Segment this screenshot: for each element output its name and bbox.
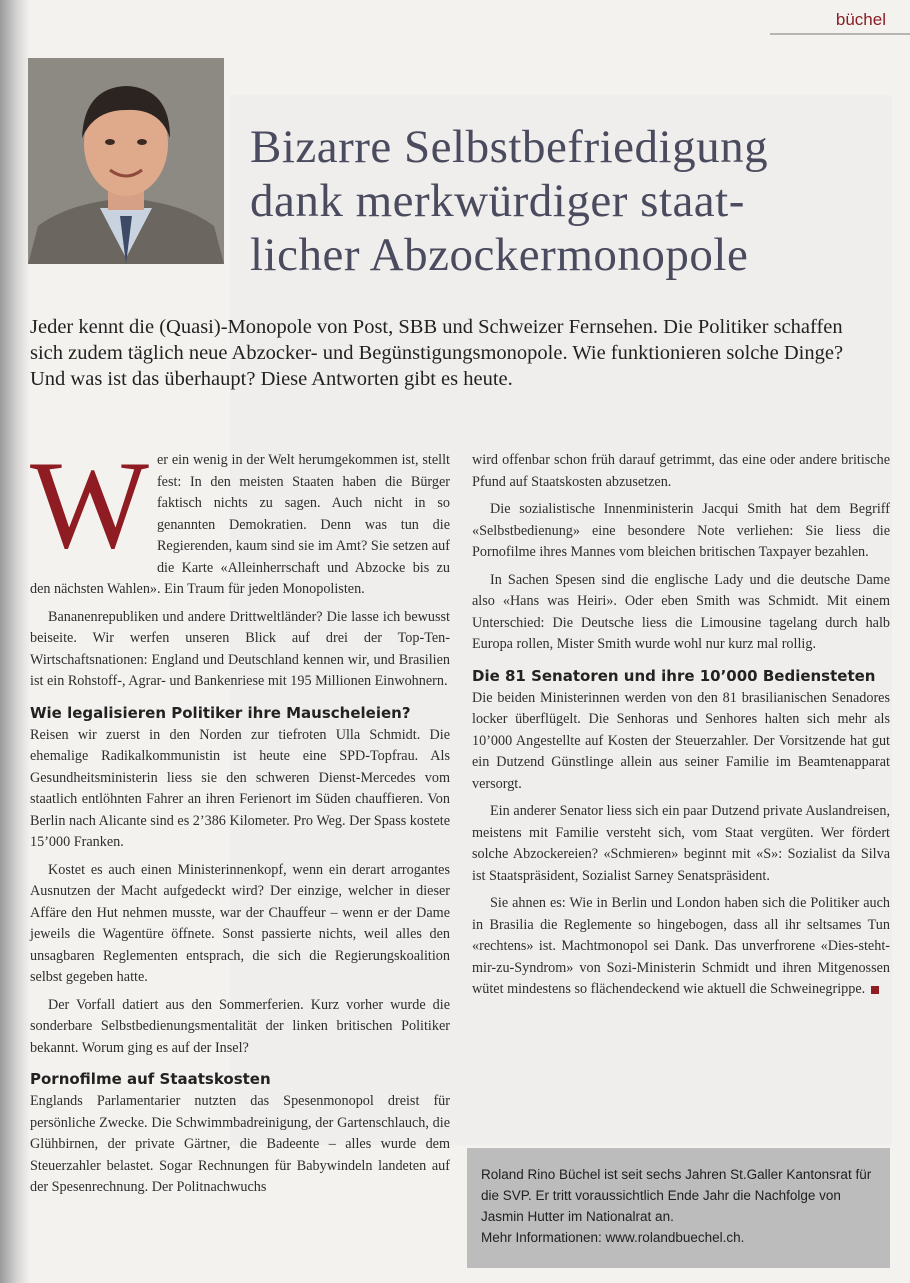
paragraph: Der Vorfall datiert aus den Sommerferien. Kurz vorher wurde die sonderbare Selbstbedienungsmentalität der linken britischen Politiker bekannt. Worum ging es auf der Insel? (30, 996, 450, 1056)
article-headline (250, 120, 870, 282)
paragraph (472, 893, 890, 1001)
paragraph: Bananenrepubliken und andere Drittweltländer? Die lasse ich bewusst beiseite. Wir werfen unseren Blick auf drei der Top-Ten-Wirtschaftsnationen: England und Deutschland kennen wir, und Brasilien ist ein Rohstoff-, Agrar- und Bankenriese mit 195 Millionen Einwohnern. (30, 608, 450, 689)
author-bio-link: Mehr Informationen: www.rolandbuechel.ch. (481, 1230, 745, 1245)
article-lead: Jeder kennt die (Quasi)-Monopole von Post, SBB und Schweizer Fernsehen. Die Politiker schaffen sich zudem täglich neue Abzocker- und Begünstigungsmonopole. Wie funktionieren solche Dinge? Und was ist das überhaupt? Diese Antworten gibt es heute. (30, 316, 844, 390)
header-rule (770, 33, 910, 35)
subheading: Wie legalisieren Politiker ihre Mauscheleien? (30, 703, 411, 722)
paragraph: Die beiden Ministerinnen werden von den 81 brasilianischen Senadores locker überflügelt. Die Senhoras und Senhores halten sich mehr als 10’000 Angestellte auf Kosten der Steuerzahler. Der Vorsitzende hat gut ein Dutzend Günstlinge allein aus seiner Familie im Beamtenapparat versorgt. (472, 689, 890, 792)
paragraph: Die sozialistische Innenministerin Jacqui Smith hat dem Begriff «Selbstbedienung» eine besondere Note verliehen: Sie liess die Pornofilme ihres Mannes vom bleichen britischen Taxpayer bezahlen. (472, 501, 890, 560)
paragraph: Reisen wir zuerst in den Norden zur tiefroten Ulla Schmidt. Die ehemalige Radikalkommunistin ist heute eine SPD-Topfrau. Als Gesundheitsministerin liess sie den schweren Dienst-Mercedes vom staatlich entlöhnten Fahrer an ihren Ferienort im Süden chauffieren. Von Berlin nach Alicante sind es 2’386 Kilometer. Pro Weg. Der Spass kostete 15’000 Franken. (30, 726, 450, 850)
author-bio-text: Roland Rino Büchel ist seit sechs Jahren St.Galler Kantonsrat für die SVP. Er tritt voraussichtlich Ende Jahr die Nachfolge von Jasmin Hutter im Nationalrat an. (481, 1167, 872, 1224)
author-portrait (28, 58, 224, 264)
section-tag: büchel (835, 10, 886, 29)
end-of-article-mark (871, 986, 879, 994)
page-gutter-shadow (0, 0, 30, 1283)
headline-line-2: dank merkwürdiger staat- (250, 175, 745, 227)
subheading: Die 81 Senatoren und ihre 10’000 Bediensteten (472, 666, 876, 685)
subheading: Pornofilme auf Staatskosten (30, 1070, 271, 1088)
paragraph: In Sachen Spesen sind die englische Lady und die deutsche Dame also «Hans was Heiri». Oder eben Smith was Schmidt. Mit einem Unterschied: Die Deutsche liess die Limousine tagelang durch halb Europa rollen, Mister Smith wurde wohl nur kurz mal rollig. (472, 571, 890, 652)
body-column-right (472, 450, 890, 1007)
headline-line-3: licher Abzockermonopole (250, 229, 749, 281)
paragraph: er ein wenig in der Welt herumgekommen ist, stellt fest: In den meisten Staaten haben die Bürger faktisch nichts zu sagen. Auch nicht in so genannten Demokratien. Denn was tun die Regierenden, kaum sind sie im Amt? Sie setzen auf die Karte «Alleinherrschaft und Abzocke bis zu den nächsten Wahlen». Ein Traum für jeden Monopolisten. (30, 452, 450, 597)
body-column-left (30, 436, 450, 1205)
author-portrait-image (28, 58, 224, 264)
paragraph-text: Sie ahnen es: Wie in Berlin und London haben sich die Politiker auch in Brasilia die Reglemente so hingebogen, dass all ihr seltsames Tun «rechtens» ist. Machtmonopol sei Dank. Das unverfrorene «Dies-steht-mir-zu-Syndrom» von Sozi-Ministerin Schmidt und ihren Mitgenossen wütet mindestens so flächendeckend wie aktuell die Schweinegrippe. (472, 895, 890, 997)
paragraph: Kostet es auch einen Ministerinnenkopf, wenn ein derart arrogantes Ausnutzen der Macht aufgedeckt wird? Der einzige, welcher in dieser Affäre den Hut nehmen musste, war der Chauffeur – wenn er der Dame jeweils die Wagentüre öffnete. Sonst passierte nichts, weil alles den unsagbaren Reglementen entsprach, die sich die Regierungskoalition selbst gegeben hatte. (30, 861, 450, 985)
paragraph: Englands Parlamentarier nutzten das Spesenmonopol dreist für persönliche Zwecke. Die Schwimmbadreinigung, der Gartenschlauch, die Glühbirnen, der private Gärtner, die Badeente – alles wurde dem Steuerzahler belastet. Sogar Rechnungen für Babywindeln landeten auf der Spesenrechnung. Der Politnachwuchs (30, 1093, 450, 1195)
author-bio-box (467, 1148, 890, 1268)
headline-line-1: Bizarre Selbstbefriedigung (250, 121, 769, 173)
paragraph: Ein anderer Senator liess sich ein paar Dutzend private Auslandreisen, meistens mit Familie versteht sich, vom Staat vergüten. Wer fördert solche Abzockereien? «Schmieren» beginnt mit «S»: Sozialist da Silva ist Staatspräsident, Sozialist Sarney Senatspräsident. (472, 803, 890, 884)
drop-cap: W (30, 436, 149, 575)
paragraph: wird offenbar schon früh darauf getrimmt, das eine oder andere britische Pfund auf Staatskosten abzusetzen. (472, 452, 890, 490)
